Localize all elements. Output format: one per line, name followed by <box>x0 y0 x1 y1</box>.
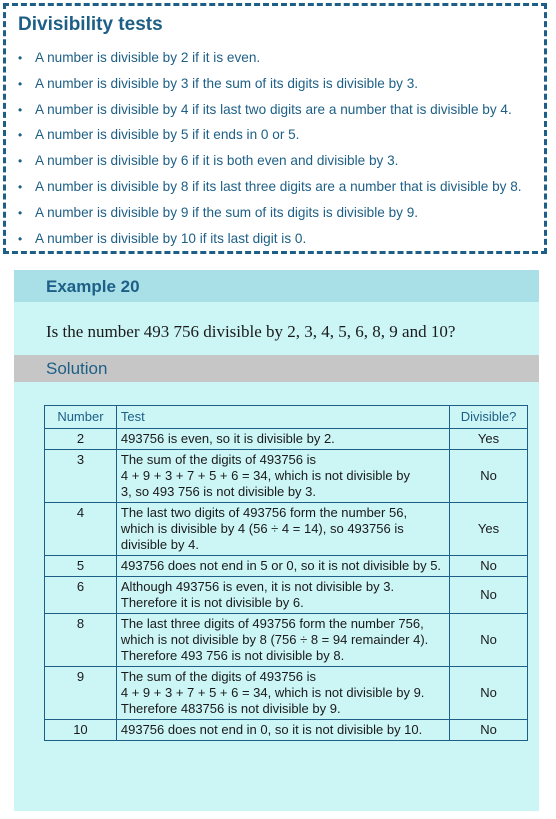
cell-test <box>116 556 449 577</box>
test-line: which is divisible by 4 (56 ÷ 4 = 14), so 493756 is <box>120 521 404 536</box>
cell-number: 3 <box>45 450 117 503</box>
bullet-icon: • <box>18 154 23 169</box>
cell-divisible: Yes <box>450 503 528 556</box>
cell-divisible: No <box>450 556 528 577</box>
cell-number: 2 <box>45 429 117 450</box>
solution-table <box>44 405 528 741</box>
cell-divisible: No <box>450 720 528 741</box>
table-row <box>45 720 528 741</box>
table-header-row <box>45 406 528 429</box>
cell-test <box>116 429 449 450</box>
cell-number: 4 <box>45 503 117 556</box>
bullet-icon: • <box>18 128 23 143</box>
cell-number: 6 <box>45 577 117 614</box>
bullet-icon: • <box>18 102 23 117</box>
table-row <box>45 503 528 556</box>
table-row <box>45 614 528 667</box>
test-line: Therefore 483756 is not divisible by 9. <box>120 701 341 716</box>
table-row <box>45 450 528 503</box>
cell-number: 9 <box>45 667 117 720</box>
list-item: • A number is divisible by 6 if it is both even and divisible by 3. <box>18 149 522 175</box>
test-line: 493756 does not end in 0, so it is not divisible by 10. <box>120 722 423 737</box>
solution-header <box>14 355 539 382</box>
list-item: • A number is divisible by 10 if its last digit is 0. <box>18 227 522 253</box>
cell-divisible: No <box>450 577 528 614</box>
test-line: which is not divisible by 8 (756 ÷ 8 = 94 remainder 4). <box>120 632 429 647</box>
cell-test <box>116 720 449 741</box>
header-test: Test <box>116 406 449 429</box>
test-line: 3, so 493 756 is not divisible by 3. <box>120 484 317 499</box>
test-line: divisible by 4. <box>120 537 199 552</box>
divisibility-tests-title: Divisibility tests <box>18 14 163 35</box>
solution-title: Solution <box>46 359 108 378</box>
test-line: Although 493756 is even, it is not divisible by 3. <box>120 579 395 594</box>
bullet-icon: • <box>18 205 23 220</box>
table-row <box>45 667 528 720</box>
table-row <box>45 577 528 614</box>
header-number: Number <box>45 406 117 429</box>
cell-test <box>116 503 449 556</box>
cell-number: 10 <box>45 720 117 741</box>
cell-test <box>116 614 449 667</box>
list-item: • A number is divisible by 2 if it is even. <box>18 46 522 72</box>
example-header <box>14 270 539 302</box>
cell-divisible: No <box>450 667 528 720</box>
bullet-icon: • <box>18 231 23 246</box>
list-item: • A number is divisible by 3 if the sum of its digits is divisible by 3. <box>18 72 522 98</box>
cell-test <box>116 577 449 614</box>
example-question: Is the number 493 756 divisible by 2, 3, 4, 5, 6, 8, 9 and 10? <box>46 322 456 341</box>
test-line: 493756 does not end in 5 or 0, so it is not divisible by 5. <box>120 558 442 573</box>
list-item: • A number is divisible by 9 if the sum of its digits is divisible by 9. <box>18 201 522 227</box>
test-line: The sum of the digits of 493756 is <box>120 452 317 467</box>
test-line: 493756 is even, so it is divisible by 2. <box>120 431 335 446</box>
test-line: The last three digits of 493756 form the number 756, <box>120 616 424 631</box>
cell-divisible: No <box>450 614 528 667</box>
list-item: • A number is divisible by 8 if its last three digits are a number that is divisible by 8. <box>18 175 522 201</box>
table-row <box>45 556 528 577</box>
example-panel <box>14 270 539 811</box>
cell-divisible: No <box>450 450 528 503</box>
bullet-icon: • <box>18 179 23 194</box>
test-line: The sum of the digits of 493756 is <box>120 669 317 684</box>
test-line: Therefore it is not divisible by 6. <box>120 595 304 610</box>
cell-test <box>116 667 449 720</box>
bullet-icon: • <box>18 51 23 65</box>
header-divisible: Divisible? <box>450 406 528 429</box>
test-line: 4 + 9 + 3 + 7 + 5 + 6 = 34, which is not divisible by <box>120 468 410 483</box>
test-line: The last two digits of 493756 form the number 56, <box>120 505 408 520</box>
test-line: Therefore 493 756 is not divisible by 8. <box>120 648 345 663</box>
cell-divisible: Yes <box>450 429 528 450</box>
divisibility-tests-list <box>18 46 522 252</box>
bullet-icon: • <box>18 76 23 91</box>
list-item: • A number is divisible by 5 if it ends in 0 or 5. <box>18 123 522 149</box>
cell-number: 8 <box>45 614 117 667</box>
table-body <box>45 429 528 741</box>
list-item: • A number is divisible by 4 if its last two digits are a number that is divisible by 4. <box>18 98 522 124</box>
cell-test <box>116 450 449 503</box>
cell-number: 5 <box>45 556 117 577</box>
test-line: 4 + 9 + 3 + 7 + 5 + 6 = 34, which is not divisible by 9. <box>120 685 425 700</box>
example-title: Example 20 <box>46 277 140 296</box>
divisibility-tests-box <box>3 3 547 254</box>
table-row <box>45 429 528 450</box>
